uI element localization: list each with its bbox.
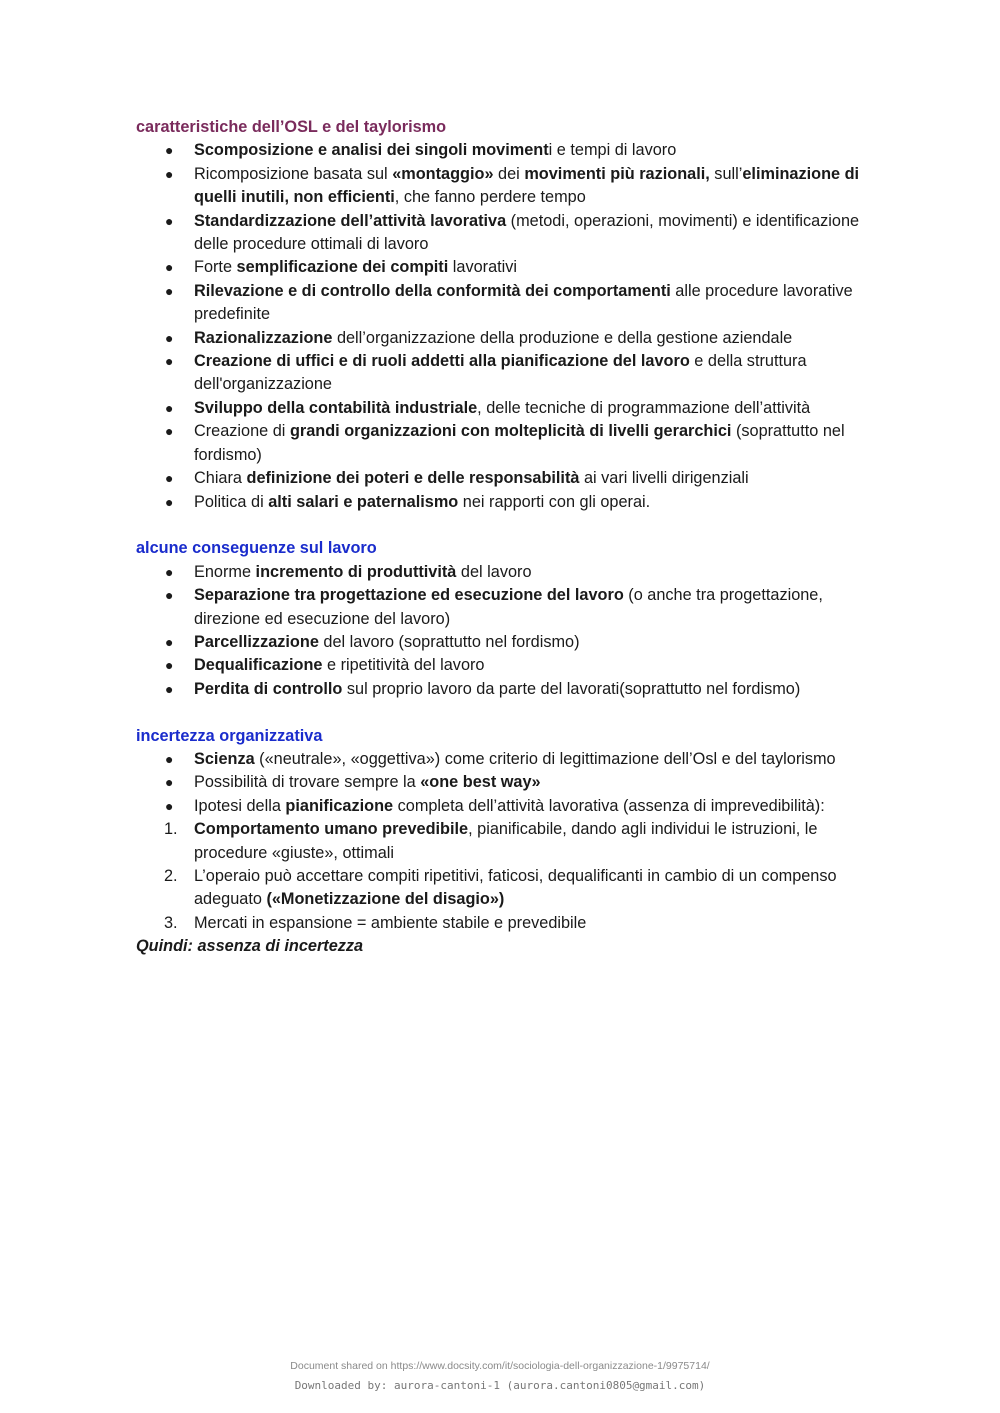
text: del lavoro (soprattutto nel fordismo) <box>318 632 580 651</box>
text: alle procedure lavorative predefinite <box>194 281 853 324</box>
bold-text: Separazione tra progettazione ed esecuzione del lavoro <box>194 586 624 605</box>
list-item <box>136 584 876 631</box>
text: Creazione di <box>194 422 290 441</box>
numbered-list-item <box>136 912 876 935</box>
text: nei rapporti con gli operai. <box>458 492 651 511</box>
list-conseguenze <box>136 561 876 701</box>
list-item <box>136 420 876 467</box>
spacer <box>136 514 876 537</box>
bold-text: movimenti più razionali, <box>524 164 710 183</box>
text: sul proprio lavoro da parte del lavorati(soprattutto nel fordismo) <box>342 679 801 698</box>
bold-text: pianificazione <box>285 796 394 815</box>
item-number: 2. <box>164 866 178 885</box>
bold-text: grandi organizzazioni con molteplicità di livelli gerarchici <box>289 422 732 441</box>
text: (metodi, operazioni, movimenti) e identificazione delle procedure ottimali di lavoro <box>194 211 860 254</box>
bold-text: Rilevazione e di controllo della conformità dei comportamenti <box>194 281 671 300</box>
numbered-list-item <box>136 818 876 865</box>
text: Ricomposizione basata sul <box>194 164 393 183</box>
bold-text: Scomposizione e analisi dei singoli moviment <box>194 141 549 160</box>
bold-text: Standardizzazione dell’attività lavorativa <box>194 211 507 230</box>
text: Enorme <box>194 562 256 581</box>
bold-text: Creazione di uffici e di ruoli addetti alla pianificazione del lavoro <box>194 352 690 371</box>
bold-text: «montaggio» <box>392 164 494 183</box>
bold-text: eliminazione di quelli inutili, non efficienti <box>194 164 860 207</box>
bold-text: alti salari e paternalismo <box>268 492 459 511</box>
list-item <box>136 748 876 771</box>
spacer <box>136 701 876 724</box>
bold-text: «one best way» <box>420 773 541 792</box>
footer-downloaded-note: Downloaded by: aurora-cantoni-1 (aurora.cantoni0805@gmail.com) <box>294 1379 706 1392</box>
bold-text: Perdita di controllo <box>194 679 343 698</box>
bold-text: incremento di produttività <box>255 562 457 581</box>
list-item <box>136 654 876 677</box>
text: dei <box>493 164 525 183</box>
text: sull’ <box>709 164 743 183</box>
list-item <box>136 139 876 162</box>
bold-text: Comportamento umano prevedibile <box>194 820 469 839</box>
text: Possibilità di trovare sempre la <box>194 773 421 792</box>
numbered-list-incertezza <box>136 818 876 935</box>
bold-text: semplificazione dei compiti <box>236 258 449 277</box>
text: Chiara <box>194 469 247 488</box>
section-title-osl: caratteristiche dell’OSL e del taylorismo <box>136 118 447 136</box>
text: , che fanno perdere tempo <box>394 188 586 207</box>
list-osl <box>136 139 876 514</box>
bold-text: («Monetizzazione del disagio») <box>266 890 505 909</box>
numbered-list-item <box>136 865 876 912</box>
list-item <box>136 280 876 327</box>
text: lavorativi <box>448 258 518 277</box>
text: completa dell’attività lavorativa (assenza di imprevedibilità): <box>393 796 825 815</box>
text: (soprattutto nel fordismo) <box>194 422 845 464</box>
list-item <box>136 561 876 584</box>
section-title-incertezza: incertezza organizzativa <box>136 726 323 745</box>
list-item <box>136 327 876 350</box>
bold-text: Dequalificazione <box>194 656 323 675</box>
list-item <box>136 491 876 514</box>
text: e della struttura dell'organizzazione <box>194 352 807 394</box>
text: i e tempi di lavoro <box>548 141 677 160</box>
text: Forte <box>194 258 237 277</box>
item-number: 1. <box>164 820 178 839</box>
bold-text: Scienza <box>194 749 255 768</box>
list-item <box>136 256 876 279</box>
document-content <box>136 116 876 959</box>
text: ai vari livelli dirigenziali <box>579 469 749 488</box>
text: («neutrale», «oggettiva») come criterio di legittimazione dell’Osl e del taylorismo <box>254 749 836 768</box>
text: L’operaio può accettare compiti ripetitivi, faticosi, dequalificanti in cambio di un compenso adeguato <box>194 866 837 909</box>
bold-text: Parcellizzazione <box>194 632 319 651</box>
text: del lavoro <box>456 562 532 581</box>
list-item <box>136 678 876 701</box>
list-item <box>136 631 876 654</box>
list-item <box>136 350 876 397</box>
text: dell’organizzazione della produzione e della gestione aziendale <box>332 328 793 347</box>
bold-text: definizione dei poteri e delle responsabilità <box>246 469 580 488</box>
list-item <box>136 397 876 420</box>
text: Ipotesi della <box>194 796 286 815</box>
list-item <box>136 163 876 210</box>
bold-text: Razionalizzazione <box>194 328 333 347</box>
list-item <box>136 210 876 257</box>
text: , pianificabile, dando agli individui le istruzioni, le procedure «giuste», ottimali <box>194 820 818 862</box>
text: (o anche tra progettazione, direzione ed esecuzione del lavoro) <box>194 586 823 628</box>
item-number: 3. <box>164 913 178 932</box>
list-item <box>136 771 876 794</box>
bold-text: Sviluppo della contabilità industriale <box>194 398 478 417</box>
text: Politica di <box>194 492 269 511</box>
list-item <box>136 467 876 490</box>
footer-shared-note: Document shared on https://www.docsity.com/it/sociologia-dell-organizzazione-1/9975714/ <box>290 1360 710 1372</box>
text: Mercati in espansione = ambiente stabile e prevedibile <box>194 913 587 932</box>
section-title-conseguenze: alcune conseguenze sul lavoro <box>136 539 377 558</box>
list-item <box>136 795 876 818</box>
text: , delle tecniche di programmazione dell’attività <box>477 398 811 417</box>
list-incertezza <box>136 748 876 818</box>
conclusion-text: Quindi: assenza di incertezza <box>136 937 364 956</box>
text: e ripetitività del lavoro <box>322 656 485 675</box>
